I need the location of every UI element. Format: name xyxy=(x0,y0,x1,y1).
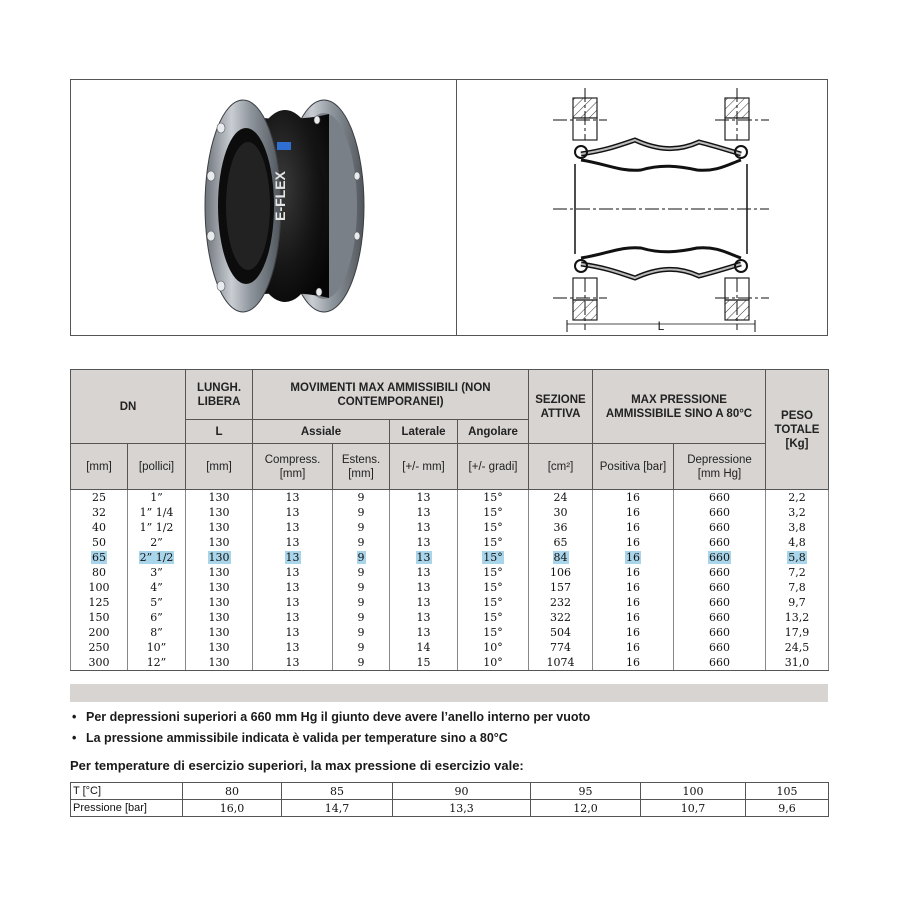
cell-angolare: 15° xyxy=(458,565,529,580)
cell-depressione: 660 xyxy=(674,550,766,565)
spec-table xyxy=(70,369,829,671)
header-pollici: [pollici] xyxy=(128,444,186,490)
cell-positiva: 16 xyxy=(593,625,674,640)
cell-estens: 9 xyxy=(333,655,390,671)
cell-laterale: 13 xyxy=(390,595,458,610)
cell-sezione: 24 xyxy=(529,490,593,506)
cell-lungh-mm: 130 xyxy=(186,580,253,595)
cell-dn-pollici: 1” 1/4 xyxy=(128,505,186,520)
note-item: • Per depressioni superiori a 660 mm Hg il giunto deve avere l’anello interno per vuoto xyxy=(72,707,590,728)
cell-dn-pollici: 2” xyxy=(128,535,186,550)
cell-angolare: 10° xyxy=(458,640,529,655)
cell-dn-pollici: 1” xyxy=(128,490,186,506)
temperature-row xyxy=(71,783,829,800)
cell-estens: 9 xyxy=(333,580,390,595)
table-row xyxy=(71,535,829,550)
temperature-value: 105 xyxy=(746,783,829,800)
cell-angolare: 15° xyxy=(458,490,529,506)
cell-lungh-mm: 130 xyxy=(186,565,253,580)
cell-positiva: 16 xyxy=(593,535,674,550)
table-row xyxy=(71,505,829,520)
cell-estens: 9 xyxy=(333,565,390,580)
cell-laterale: 13 xyxy=(390,625,458,640)
table-row xyxy=(71,625,829,640)
cell-peso: 5,8 xyxy=(766,550,829,565)
cell-dn-mm: 125 xyxy=(71,595,128,610)
cell-compress: 13 xyxy=(253,505,333,520)
cell-dn-mm: 50 xyxy=(71,535,128,550)
header-estens: Estens. [mm] xyxy=(333,444,390,490)
cell-compress: 13 xyxy=(253,655,333,671)
cell-lungh-mm: 130 xyxy=(186,655,253,671)
length-dimension-label: L xyxy=(657,319,665,333)
temperature-label: T [°C] xyxy=(71,783,183,800)
table-row xyxy=(71,655,829,671)
cell-positiva: 16 xyxy=(593,610,674,625)
cell-peso: 7,8 xyxy=(766,580,829,595)
cell-depressione: 660 xyxy=(674,610,766,625)
temperature-value: 100 xyxy=(641,783,746,800)
cell-positiva: 16 xyxy=(593,580,674,595)
cell-positiva: 16 xyxy=(593,565,674,580)
header-movimenti: MOVIMENTI MAX AMMISSIBILI (NON CONTEMPORANEI) xyxy=(253,370,529,420)
cell-peso: 17,9 xyxy=(766,625,829,640)
cell-estens: 9 xyxy=(333,490,390,506)
cell-dn-pollici: 5” xyxy=(128,595,186,610)
cell-estens: 9 xyxy=(333,520,390,535)
pressure-value: 13,3 xyxy=(393,800,531,817)
header-l: L xyxy=(186,420,253,444)
cell-compress: 13 xyxy=(253,595,333,610)
table-row xyxy=(71,520,829,535)
cell-compress: 13 xyxy=(253,490,333,506)
temperature-value: 90 xyxy=(393,783,531,800)
table-row xyxy=(71,610,829,625)
brand-label: E-FLEX xyxy=(272,171,288,221)
cell-laterale: 13 xyxy=(390,580,458,595)
cell-laterale: 13 xyxy=(390,550,458,565)
cell-laterale: 15 xyxy=(390,655,458,671)
notes-list xyxy=(72,707,590,749)
cell-lungh-mm: 130 xyxy=(186,550,253,565)
temperature-value: 95 xyxy=(531,783,641,800)
cell-lungh-mm: 130 xyxy=(186,595,253,610)
cell-laterale: 13 xyxy=(390,490,458,506)
header-assiale: Assiale xyxy=(253,420,390,444)
cell-depressione: 660 xyxy=(674,535,766,550)
cell-estens: 9 xyxy=(333,595,390,610)
cell-peso: 9,7 xyxy=(766,595,829,610)
cell-peso: 3,8 xyxy=(766,520,829,535)
header-mm: [mm] xyxy=(71,444,128,490)
pressure-value: 10,7 xyxy=(641,800,746,817)
separator-bar xyxy=(70,684,828,702)
cell-dn-pollici: 6” xyxy=(128,610,186,625)
cell-lungh-mm: 130 xyxy=(186,490,253,506)
cell-sezione: 36 xyxy=(529,520,593,535)
cell-sezione: 774 xyxy=(529,640,593,655)
cell-peso: 2,2 xyxy=(766,490,829,506)
pressure-label: Pressione [bar] xyxy=(71,800,183,817)
header-l-mm: [mm] xyxy=(186,444,253,490)
table-row xyxy=(71,565,829,580)
section-drawing xyxy=(457,80,826,334)
cell-dn-pollici: 8” xyxy=(128,625,186,640)
table-row xyxy=(71,580,829,595)
pressure-value: 14,7 xyxy=(282,800,393,817)
cell-laterale: 13 xyxy=(390,565,458,580)
pressure-value: 16,0 xyxy=(183,800,282,817)
cell-dn-pollici: 2” 1/2 xyxy=(128,550,186,565)
cell-peso: 31,0 xyxy=(766,655,829,671)
cell-sezione: 504 xyxy=(529,625,593,640)
cell-positiva: 16 xyxy=(593,490,674,506)
note-item: • La pressione ammissibile indicata è valida per temperature sino a 80°C xyxy=(72,728,590,749)
cell-positiva: 16 xyxy=(593,655,674,671)
cell-compress: 13 xyxy=(253,610,333,625)
header-laterale: Laterale xyxy=(390,420,458,444)
cell-angolare: 15° xyxy=(458,550,529,565)
cell-dn-pollici: 12” xyxy=(128,655,186,671)
cell-peso: 7,2 xyxy=(766,565,829,580)
cell-compress: 13 xyxy=(253,625,333,640)
cell-dn-pollici: 10” xyxy=(128,640,186,655)
cell-sezione: 65 xyxy=(529,535,593,550)
cell-dn-pollici: 1” 1/2 xyxy=(128,520,186,535)
cell-compress: 13 xyxy=(253,565,333,580)
pressure-row xyxy=(71,800,829,817)
cell-depressione: 660 xyxy=(674,625,766,640)
temperature-value: 85 xyxy=(282,783,393,800)
header-positiva: Positiva [bar] xyxy=(593,444,674,490)
cell-compress: 13 xyxy=(253,535,333,550)
cell-dn-pollici: 3” xyxy=(128,565,186,580)
cell-lungh-mm: 130 xyxy=(186,535,253,550)
cell-sezione: 106 xyxy=(529,565,593,580)
cell-angolare: 15° xyxy=(458,535,529,550)
pressure-value: 12,0 xyxy=(531,800,641,817)
cell-estens: 9 xyxy=(333,610,390,625)
cell-positiva: 16 xyxy=(593,520,674,535)
cell-estens: 9 xyxy=(333,625,390,640)
header-compress: Compress. [mm] xyxy=(253,444,333,490)
cell-compress: 13 xyxy=(253,520,333,535)
cell-sezione: 1074 xyxy=(529,655,593,671)
cell-depressione: 660 xyxy=(674,490,766,506)
cell-depressione: 660 xyxy=(674,595,766,610)
cell-dn-mm: 100 xyxy=(71,580,128,595)
cell-compress: 13 xyxy=(253,580,333,595)
header-lat-unit: [+/- mm] xyxy=(390,444,458,490)
pressure-value: 9,6 xyxy=(746,800,829,817)
cell-angolare: 15° xyxy=(458,505,529,520)
cell-depressione: 660 xyxy=(674,640,766,655)
cell-peso: 3,2 xyxy=(766,505,829,520)
cell-dn-mm: 32 xyxy=(71,505,128,520)
cell-lungh-mm: 130 xyxy=(186,505,253,520)
bullet-icon: • xyxy=(72,731,77,745)
header-peso: PESO TOTALE [Kg] xyxy=(766,370,829,490)
cell-lungh-mm: 130 xyxy=(186,640,253,655)
cell-angolare: 15° xyxy=(458,520,529,535)
cell-depressione: 660 xyxy=(674,655,766,671)
cell-dn-mm: 65 xyxy=(71,550,128,565)
cell-estens: 9 xyxy=(333,535,390,550)
cell-peso: 4,8 xyxy=(766,535,829,550)
table-row xyxy=(71,595,829,610)
cell-angolare: 15° xyxy=(458,580,529,595)
cell-laterale: 13 xyxy=(390,610,458,625)
cell-depressione: 660 xyxy=(674,565,766,580)
cell-dn-mm: 80 xyxy=(71,565,128,580)
cell-lungh-mm: 130 xyxy=(186,520,253,535)
temperature-section-title: Per temperature di esercizio superiori, la max pressione di esercizio vale: xyxy=(70,758,524,773)
table-row xyxy=(71,550,829,565)
brand-mark xyxy=(277,142,291,150)
cell-positiva: 16 xyxy=(593,595,674,610)
cell-depressione: 660 xyxy=(674,580,766,595)
rubber-expansion-joint-photo xyxy=(71,80,455,334)
cell-positiva: 16 xyxy=(593,505,674,520)
cell-compress: 13 xyxy=(253,640,333,655)
cell-depressione: 660 xyxy=(674,505,766,520)
header-sezione: SEZIONE ATTIVA xyxy=(529,370,593,444)
product-photo-panel xyxy=(70,79,457,336)
cell-laterale: 13 xyxy=(390,520,458,535)
header-max-pressione: MAX PRESSIONE AMMISSIBILE SINO A 80°C xyxy=(593,370,766,444)
cell-laterale: 14 xyxy=(390,640,458,655)
cell-peso: 24,5 xyxy=(766,640,829,655)
temperature-pressure-table xyxy=(70,782,829,817)
header-ang-unit: [+/- gradi] xyxy=(458,444,529,490)
header-depressione: Depressione [mm Hg] xyxy=(674,444,766,490)
header-sez-unit: [cm²] xyxy=(529,444,593,490)
cell-dn-mm: 25 xyxy=(71,490,128,506)
cell-dn-mm: 200 xyxy=(71,625,128,640)
table-row xyxy=(71,490,829,506)
cell-dn-mm: 150 xyxy=(71,610,128,625)
cell-angolare: 15° xyxy=(458,595,529,610)
cell-dn-mm: 300 xyxy=(71,655,128,671)
technical-drawing-panel xyxy=(456,79,828,336)
cell-estens: 9 xyxy=(333,640,390,655)
header-lungh: LUNGH. LIBERA xyxy=(186,370,253,420)
cell-positiva: 16 xyxy=(593,640,674,655)
cell-angolare: 15° xyxy=(458,625,529,640)
cell-laterale: 13 xyxy=(390,505,458,520)
cell-dn-mm: 40 xyxy=(71,520,128,535)
cell-dn-pollici: 4” xyxy=(128,580,186,595)
cell-sezione: 232 xyxy=(529,595,593,610)
bullet-icon: • xyxy=(72,710,77,724)
spec-table-body xyxy=(71,490,829,671)
cell-positiva: 16 xyxy=(593,550,674,565)
cell-lungh-mm: 130 xyxy=(186,625,253,640)
header-dn: DN xyxy=(71,370,186,444)
cell-dn-mm: 250 xyxy=(71,640,128,655)
cell-lungh-mm: 130 xyxy=(186,610,253,625)
temperature-value: 80 xyxy=(183,783,282,800)
cell-estens: 9 xyxy=(333,505,390,520)
cell-sezione: 322 xyxy=(529,610,593,625)
table-row xyxy=(71,640,829,655)
cell-peso: 13,2 xyxy=(766,610,829,625)
cell-angolare: 10° xyxy=(458,655,529,671)
cell-sezione: 30 xyxy=(529,505,593,520)
cell-sezione: 157 xyxy=(529,580,593,595)
cell-angolare: 15° xyxy=(458,610,529,625)
header-angolare: Angolare xyxy=(458,420,529,444)
cell-estens: 9 xyxy=(333,550,390,565)
cell-laterale: 13 xyxy=(390,535,458,550)
cell-compress: 13 xyxy=(253,550,333,565)
cell-sezione: 84 xyxy=(529,550,593,565)
cell-depressione: 660 xyxy=(674,520,766,535)
